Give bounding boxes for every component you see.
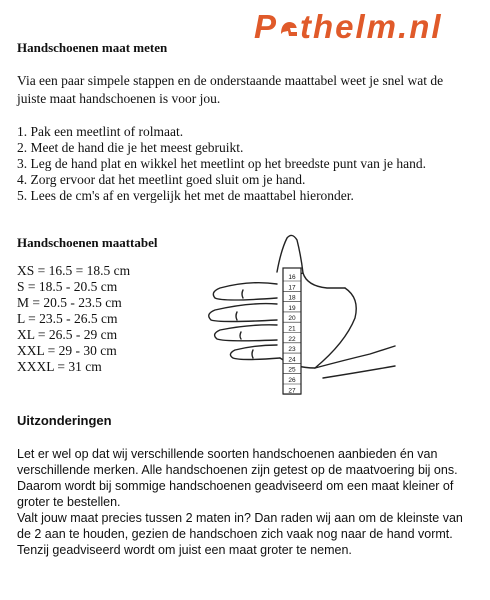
tape-number: 17 bbox=[288, 284, 296, 292]
tape-number: 27 bbox=[288, 387, 296, 395]
step-item: 3. Leg de hand plat en wikkel het meetlint op het breedste punt van je hand. bbox=[17, 156, 427, 171]
size-item: XXXL = 31 cm bbox=[17, 359, 102, 374]
logo-text-end: thelm.nl bbox=[300, 8, 443, 45]
size-item: L = 23.5 - 26.5 cm bbox=[17, 311, 118, 326]
finger-outline bbox=[215, 325, 277, 341]
tape-number: 23 bbox=[288, 346, 296, 354]
tape-number: 21 bbox=[288, 325, 296, 333]
size-item: XL = 26.5 - 29 cm bbox=[17, 327, 118, 342]
step-item: 1. Pak een meetlint of rolmaat. bbox=[17, 124, 184, 139]
logo-text-start: P bbox=[254, 8, 279, 45]
exceptions-title: Uitzonderingen bbox=[17, 413, 112, 428]
section-title-measure: Handschoenen maat meten bbox=[17, 40, 168, 55]
measuring-tape bbox=[283, 268, 301, 394]
logo bbox=[254, 8, 443, 46]
exceptions-paragraph-1: Let er wel op dat wij verschillende soorten handschoenen aanbieden én van verschillende merken. Alle handschoenen zijn getest op de maatvoering bij ons. Daarom wordt bij sommige handschoenen geadviseerd om een maat kleiner of groter te bestellen. bbox=[17, 447, 458, 509]
size-item: M = 20.5 - 23.5 cm bbox=[17, 295, 122, 310]
steps-list bbox=[17, 124, 477, 204]
tape-number: 19 bbox=[288, 304, 296, 312]
exceptions-text bbox=[17, 446, 479, 558]
hand-measuring-illustration bbox=[195, 228, 400, 398]
step-item: 4. Zorg ervoor dat het meetlint goed sluit om je hand. bbox=[17, 172, 306, 187]
tape-number: 18 bbox=[288, 294, 296, 302]
size-table-title: Handschoenen maattabel bbox=[17, 235, 158, 250]
step-item: 2. Meet de hand die je het meest gebruikt. bbox=[17, 140, 244, 155]
finger-outline bbox=[230, 345, 280, 360]
tape-number: 25 bbox=[288, 366, 296, 374]
tape-number: 26 bbox=[288, 377, 296, 384]
finger-outline bbox=[213, 283, 277, 300]
size-item: XXL = 29 - 30 cm bbox=[17, 343, 117, 358]
size-item: S = 18.5 - 20.5 cm bbox=[17, 279, 118, 294]
size-list bbox=[17, 263, 130, 375]
hand-outline bbox=[315, 288, 356, 368]
tape-number: 16 bbox=[288, 274, 296, 281]
finger-outline bbox=[209, 304, 277, 322]
size-item: XS = 16.5 = 18.5 cm bbox=[17, 263, 131, 278]
exceptions-paragraph-2: Valt jouw maat precies tussen 2 maten in? Dan raden wij aan om de kleinste van de 2 aan te houden, gezien de handschoen zich vaak nog naar de hand vormt. Tenzij geadviseerd wordt om juist een maat groter te nemen. bbox=[17, 511, 463, 557]
step-item: 5. Lees de cm's af en vergelijk het met de maattabel hieronder. bbox=[17, 188, 354, 203]
tape-number: 22 bbox=[288, 335, 296, 343]
tape-number: 20 bbox=[288, 315, 296, 323]
intro-text: Via een paar simpele stappen en de onderstaande maattabel weet je snel wat de juiste maat handschoenen is voor jou. bbox=[17, 73, 444, 106]
tape-number: 24 bbox=[288, 356, 296, 364]
helmet-icon bbox=[279, 19, 299, 41]
